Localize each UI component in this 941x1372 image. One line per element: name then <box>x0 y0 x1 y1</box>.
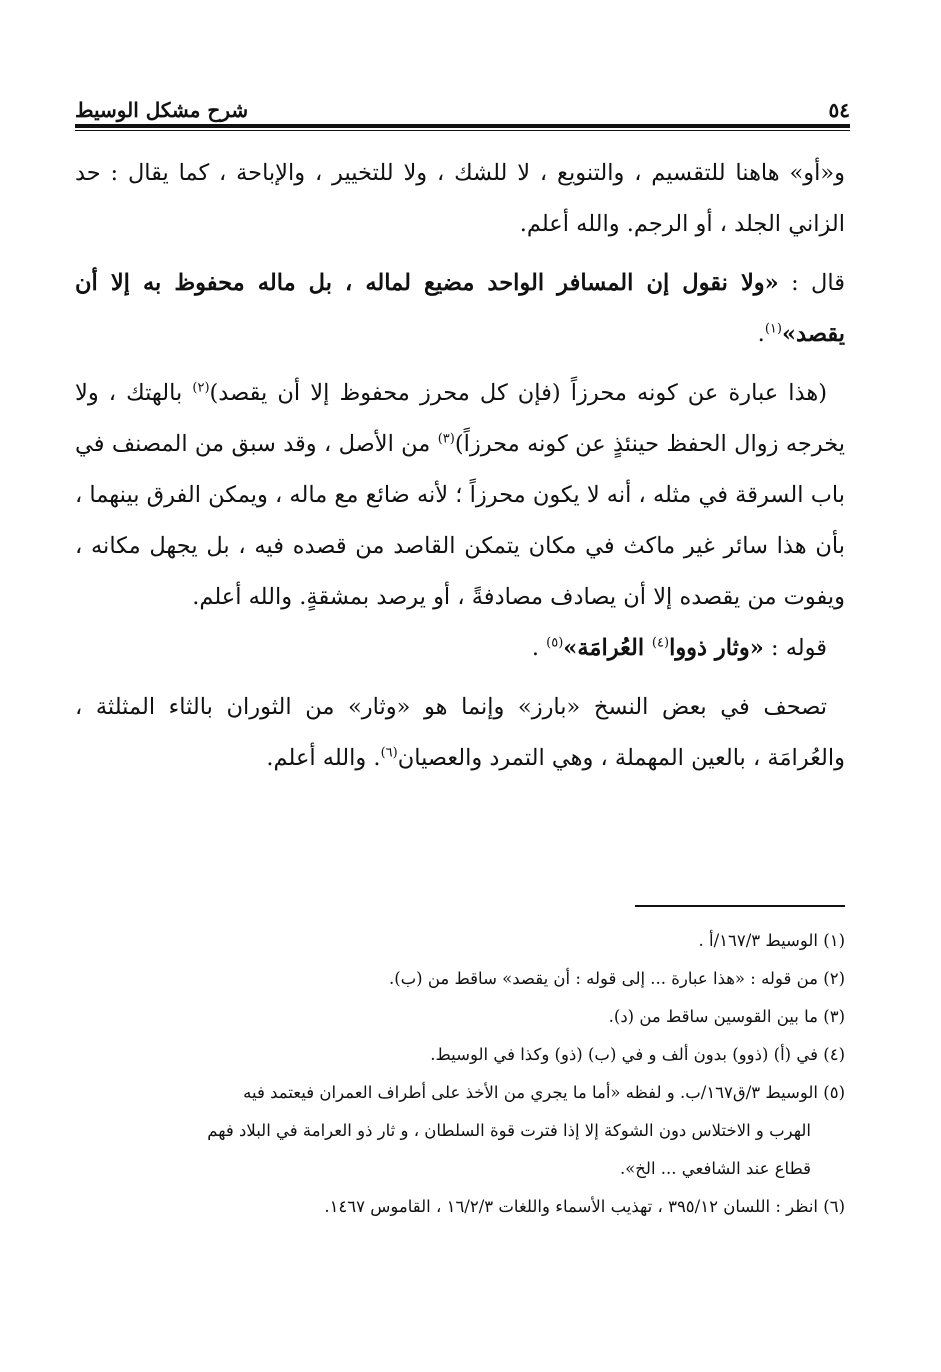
paragraph-5 <box>75 682 845 784</box>
para5-b: . والله أعلم. <box>266 745 381 771</box>
paragraph-1: و«أو» هاهنا للتقسيم ، والتنويع ، لا للشك ، ولا للتخيير ، والإباحة ، كما يقال : حد الزاني الجلد ، أو الرجم. والله أعلم. <box>75 160 845 237</box>
footnote-ref-4: (٤) <box>651 635 670 651</box>
para2-quote: «ولا نقول إن المسافر الواحد مضيع لماله ، بل ماله محفوظ به إلا أن يقصد» <box>75 270 845 347</box>
para3-a: (هذا عبارة عن كونه محرزاً (فإن كل محرز محفوظ إلا أن يقصد) <box>209 380 827 406</box>
footnote-ref-3: (٣) <box>437 431 455 447</box>
para2-lead: قال : <box>778 270 846 296</box>
page-header <box>75 88 850 122</box>
footnote-5-line-3: قطاع عند الشافعي ... الخ». <box>619 1159 811 1178</box>
footnote-3: (٣) ما بين القوسين ساقط من (د). <box>608 1007 845 1026</box>
page-number: ٥٤ <box>828 98 850 122</box>
para4-lead: قوله : <box>763 635 827 661</box>
footnote-ref-1: (١) <box>764 321 782 337</box>
para4-quote-a: «وثار ذووا <box>669 635 764 661</box>
para2-end: . <box>757 321 765 347</box>
header-rule-thick <box>75 124 850 128</box>
running-title: شرح مشكل الوسيط <box>75 98 249 122</box>
paragraph-3 <box>75 368 845 623</box>
para5-a: تصحف في بعض النسخ «بارز» وإنما هو «وثار» من الثوران بالثاء المثلثة ، والعُرامَة ، بالعين المهملة ، وهي التمرد والعصيان <box>75 694 845 771</box>
footnote-ref-5: (٥) <box>546 635 564 651</box>
main-text <box>75 148 845 784</box>
footnote-4: (٤) في (أ) (ذوو) بدون ألف و في (ب) (ذو) وكذا في الوسيط. <box>430 1045 845 1064</box>
para3-b: بالهتك ، ولا يخرجه زوال الحفظ حينئذٍ عن كونه محرزاً) <box>75 380 845 457</box>
footnote-ref-6: (٦) <box>380 745 398 761</box>
footnote-1: (١) الوسيط ١٦٧/٣/أ . <box>698 931 845 950</box>
footnote-5-line-1: (٥) الوسيط ٣/ق١٦٧/ب. و لفظه «أما ما يجري من الأخذ على أطراف العمران فيعتمد فيه <box>243 1083 845 1102</box>
footnotes <box>75 922 845 1226</box>
para4-end: . <box>531 635 547 661</box>
paragraph-2 <box>75 258 845 360</box>
footnote-5-line-2: الهرب و الاختلاس دون الشوكة إلا إذا فترت قوة السلطان ، و ثار ذو العرامة في البلاد فهم <box>207 1121 811 1140</box>
header-rule-thin <box>75 130 850 131</box>
footnote-ref-2: (٢) <box>192 380 210 396</box>
footnote-6: (٦) انظر : اللسان ٣٩٥/١٢ ، تهذيب الأسماء واللغات ١٦/٢/٣ ، القاموس ١٤٦٧. <box>324 1197 845 1216</box>
paragraph-4 <box>75 623 845 674</box>
footnote-2: (٢) من قوله : «هذا عبارة ... إلى قوله : أن يقصد» ساقط من (ب). <box>388 969 845 988</box>
para3-c: من الأصل ، وقد سبق من المصنف في باب السرقة في مثله ، أنه لا يكون محرزاً ؛ لأنه ضائع مع ماله ، ويمكن الفرق بينهما ، بأن هذا سائر غير ماكث في مكان يتمكن القاصد من قصده فيه ، بل يجهل مكانه ، ويفوت من يقصده إلا أن يصادف مصادفةً ، أو يرصد بمشقةٍ. والله أعلم. <box>75 431 845 610</box>
para4-quote-b: العُرامَة» <box>563 635 652 661</box>
footnote-separator <box>635 905 845 907</box>
